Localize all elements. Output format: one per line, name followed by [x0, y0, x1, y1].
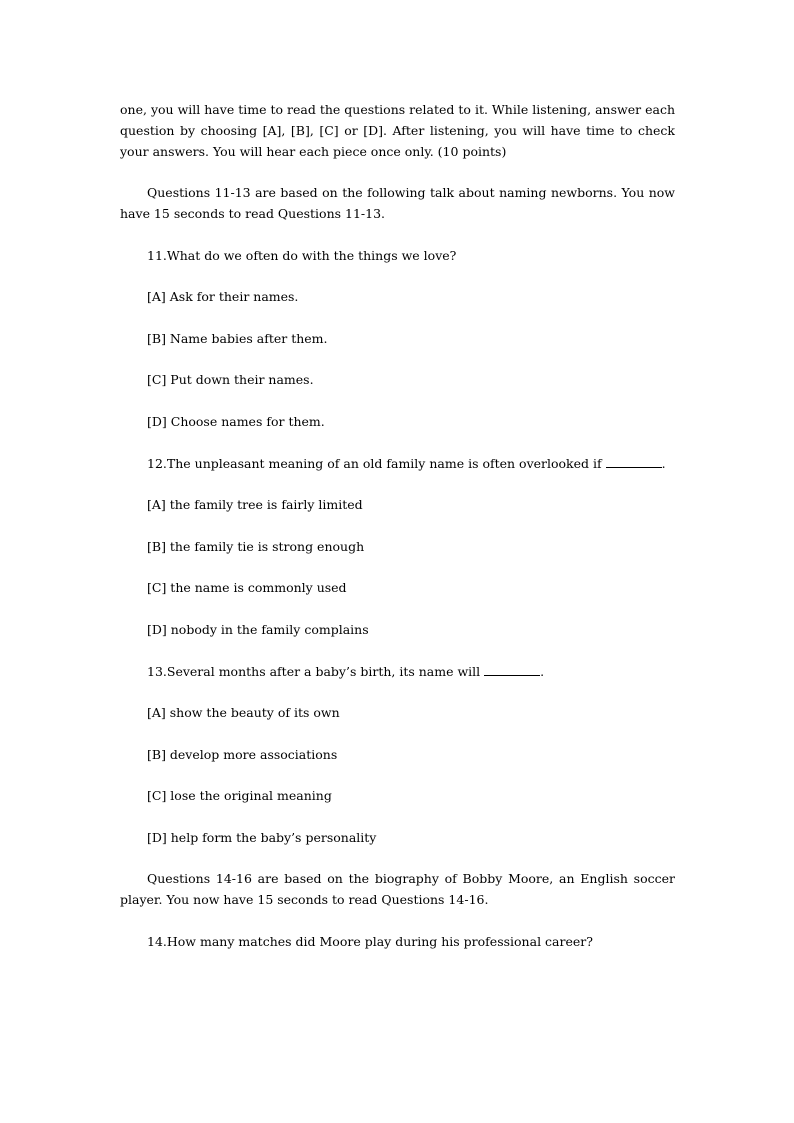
questions-11-13-intro: Questions 11-13 are based on the following talk about naming newborns. You now have 15 seconds to read Questions 11-13. — [120, 185, 675, 221]
question-12-stem-line — [120, 454, 675, 475]
question-11-option-c: [C] Put down their names. — [147, 372, 314, 388]
question-12-option-d: [D] nobody in the family complains — [147, 621, 369, 637]
question-12-option-b: [B] the family tie is strong enough — [147, 538, 365, 554]
question-12-option-c: [C] the name is commonly used — [147, 580, 347, 596]
question-11-option-a: [A] Ask for their names. — [147, 289, 299, 305]
section-instructions: one, you will have time to read the questions related to it. While listening, answer each question by choosing [A], [B], [C] or [D]. After listening, you will have time to check your answers. You will hear each piece once only. (10 points) — [120, 102, 675, 159]
question-11-option-d: [D] Choose names for them. — [147, 413, 325, 429]
question-13-end: . — [540, 663, 545, 679]
question-11-option-b: [B] Name babies after them. — [147, 330, 328, 346]
question-14-stem: 14.How many matches did Moore play during his professional career? — [147, 933, 593, 949]
document-body — [120, 100, 675, 953]
questions-14-16-intro: Questions 14-16 are based on the biography of Bobby Moore, an English soccer player. You now have 15 seconds to read Questions 14-16. — [120, 871, 675, 908]
question-12-stem: 12.The unpleasant meaning of an old family name is often overlooked if — [147, 455, 602, 471]
question-13-option-b: [B] develop more associations — [147, 746, 338, 762]
question-13-option-c: [C] lose the original meaning — [147, 788, 332, 804]
answer-blank — [484, 662, 540, 676]
question-13-stem-line — [120, 662, 675, 683]
question-12-end: . — [661, 455, 666, 471]
question-12-option-a: [A] the family tree is fairly limited — [147, 497, 363, 513]
answer-blank — [606, 454, 662, 468]
question-13-option-a: [A] show the beauty of its own — [147, 705, 340, 721]
question-13-option-d: [D] help form the baby’s personality — [147, 829, 377, 845]
question-13-stem: 13.Several months after a baby’s birth, its name will — [147, 663, 481, 679]
question-11-stem: 11.What do we often do with the things we love? — [147, 247, 457, 263]
